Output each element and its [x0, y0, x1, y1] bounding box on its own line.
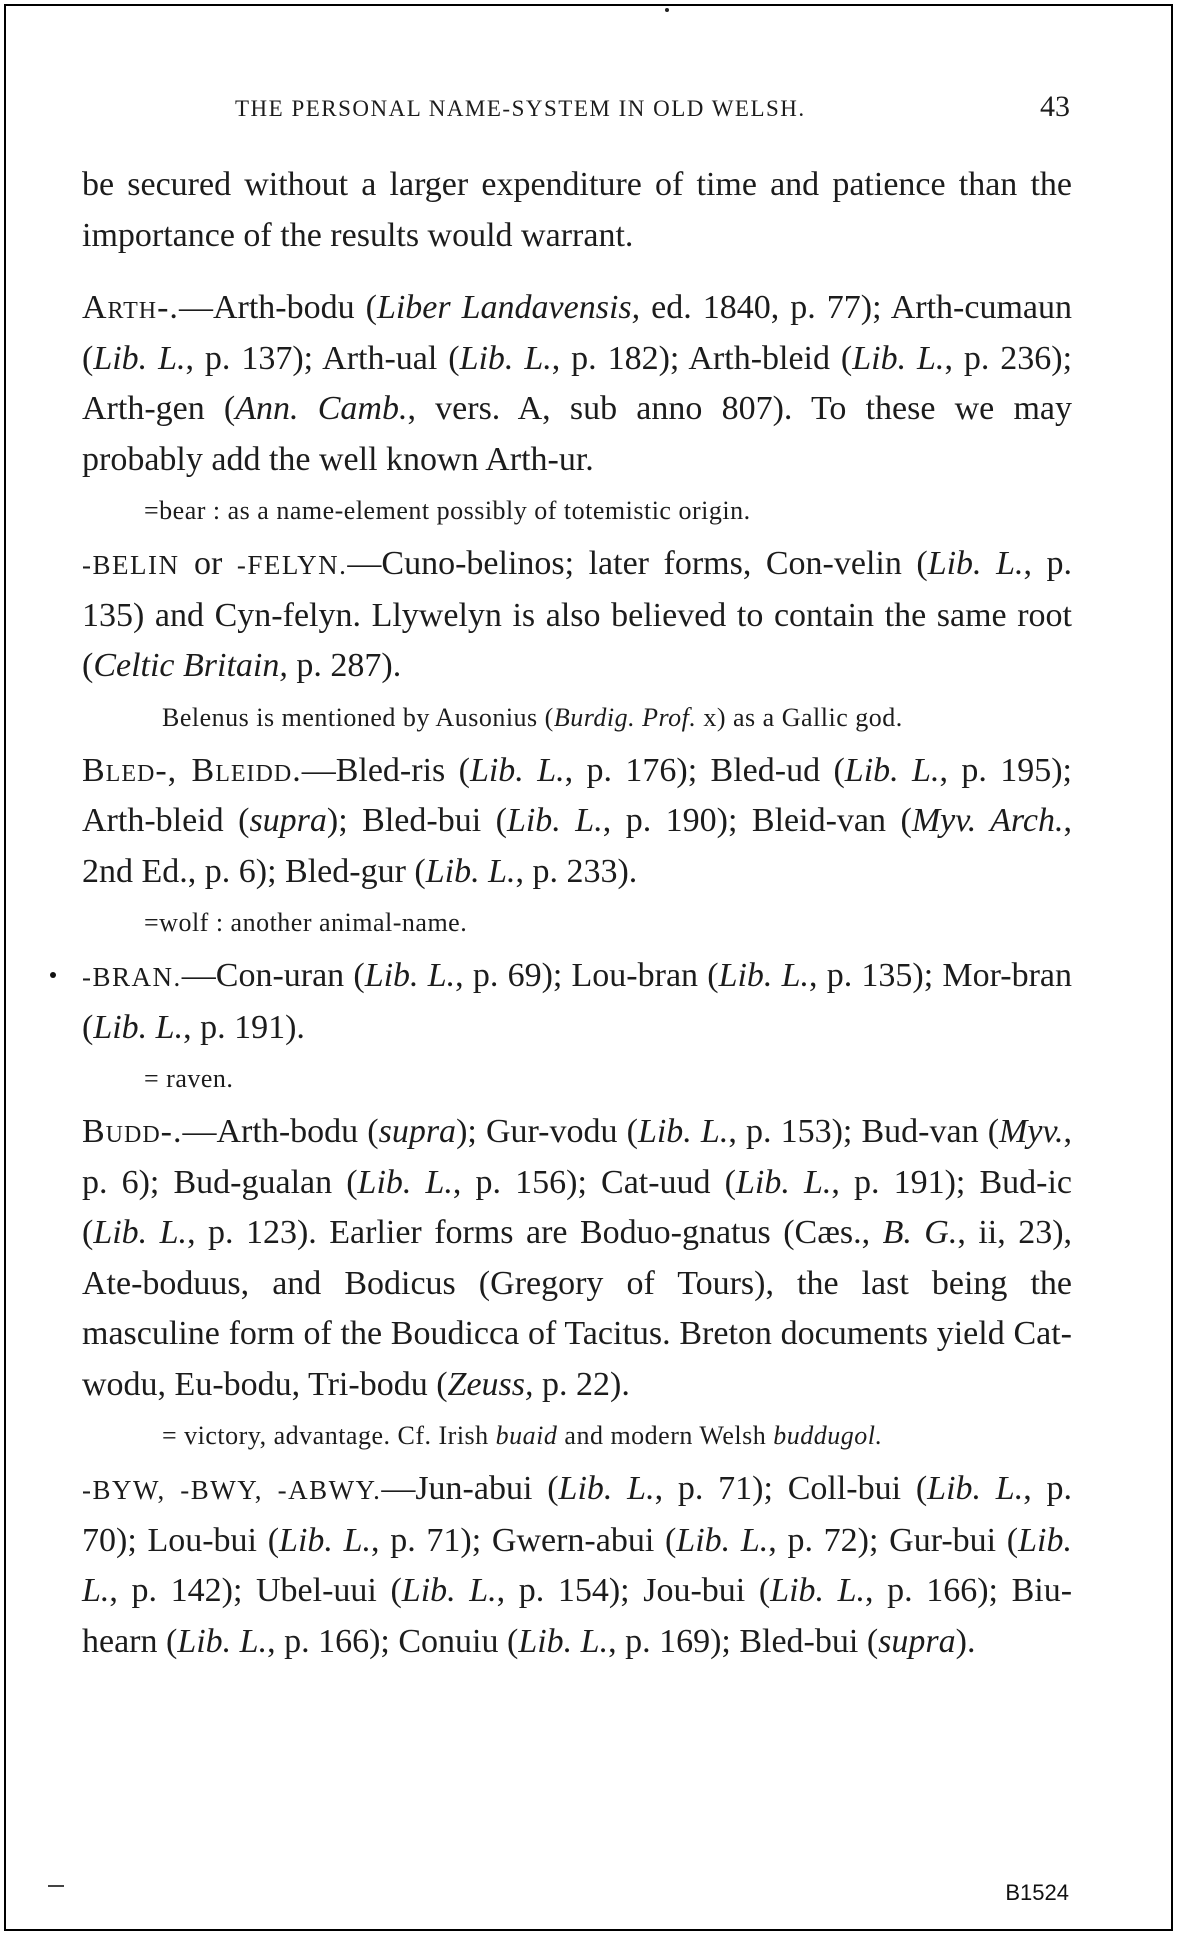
- entry-headword: Budd-.: [82, 1113, 183, 1150]
- entry-headword: -BRAN.: [82, 962, 182, 992]
- margin-dash: [48, 1885, 64, 1887]
- page-body: [82, 160, 1072, 1667]
- entry-budd-note: = victory, advantage. Cf. Irish buaid and modern Welsh buddugol.: [162, 1421, 883, 1450]
- entry-headword-alt: -FELYN.: [236, 550, 348, 580]
- catalog-id: B1524: [1005, 1880, 1069, 1905]
- entry-bled-note: =wolf : another animal-name.: [144, 908, 468, 937]
- entry-budd: Budd-.—Arth-bodu (supra); Gur-vodu (Lib. L., p. 153); Bud-van (Myv., p. 6); Bud-gualan (Lib. L., p. 156); Cat-uud (Lib. L., p. 191); Bud-ic (Lib. L., p. 123). Earlier forms are Boduo-gnatus (Cæs., B. G., ii, 23), Ate-boduus, and Bodicus (Gregory of Tours), the last being the masculine form of the Boudicca of Tacitus. Breton documents yield Cat-wodu, Eu-bodu, Tri-bodu (Zeuss, p. 22).: [82, 1113, 1073, 1403]
- speck-mark: [665, 8, 669, 12]
- entry-bled: Bled-, Bleidd.—Bled-ris (Lib. L., p. 176); Bled-ud (Lib. L., p. 195); Arth-bleid (supra); Bled-bui (Lib. L., p. 190); Bleid-van (Myv. Arch., 2nd Ed., p. 6); Bled-gur (Lib. L., p. 233).: [82, 751, 1072, 890]
- paragraph-continuation: be secured without a larger expenditure of time and patience than the importance of the results would warrant.: [82, 166, 1072, 254]
- entry-bran: -BRAN.—Con-uran (Lib. L., p. 69); Lou-bran (Lib. L., p. 135); Mor-bran (Lib. L., p. 191).: [82, 957, 1072, 1046]
- entry-headword: Arth-.: [82, 289, 179, 326]
- entry-arth: Arth-.—Arth-bodu (Liber Landavensis, ed. 1840, p. 77); Arth-cumaun (Lib. L., p. 137); Arth-ual (Lib. L., p. 182); Arth-bleid (Lib. L., p. 236); Arth-gen (Ann. Camb., vers. A, sub anno 807). To these we may probably add the well known Arth-ur.: [82, 289, 1073, 478]
- entry-bran-note: = raven.: [144, 1064, 234, 1093]
- entry-belin-note: Belenus is mentioned by Ausonius (Burdig. Prof. x) as a Gallic god.: [162, 702, 903, 732]
- page-header: [80, 90, 1070, 130]
- entry-headword: -BELIN: [82, 550, 180, 580]
- running-title: THE PERSONAL NAME-SYSTEM IN OLD WELSH.: [235, 96, 806, 121]
- entry-arth-note: =bear : as a name-element possibly of totemistic origin.: [144, 496, 751, 525]
- margin-mark: [50, 972, 56, 978]
- page-number: 43: [1040, 90, 1070, 123]
- entry-headword: Bled-, Bleidd.: [82, 751, 302, 789]
- entry-belin: -BELIN or -FELYN.—Cuno-belinos; later forms, Con-velin (Lib. L., p. 135) and Cyn-felyn. Llywelyn is also believed to contain the same root (Celtic Britain, p. 287).: [82, 545, 1073, 684]
- entry-headword: -BYW, -BWY, -ABWY.: [82, 1475, 382, 1505]
- entry-byw: -BYW, -BWY, -ABWY.—Jun-abui (Lib. L., p. 71); Coll-bui (Lib. L., p. 70); Lou-bui (Lib. L., p. 71); Gwern-abui (Lib. L., p. 72); Gur-bui (Lib. L., p. 142); Ubel-uui (Lib. L., p. 154); Jou-bui (Lib. L., p. 166); Biu-hearn (Lib. L., p. 166); Conuiu (Lib. L., p. 169); Bled-bui (supra).: [82, 1470, 1073, 1660]
